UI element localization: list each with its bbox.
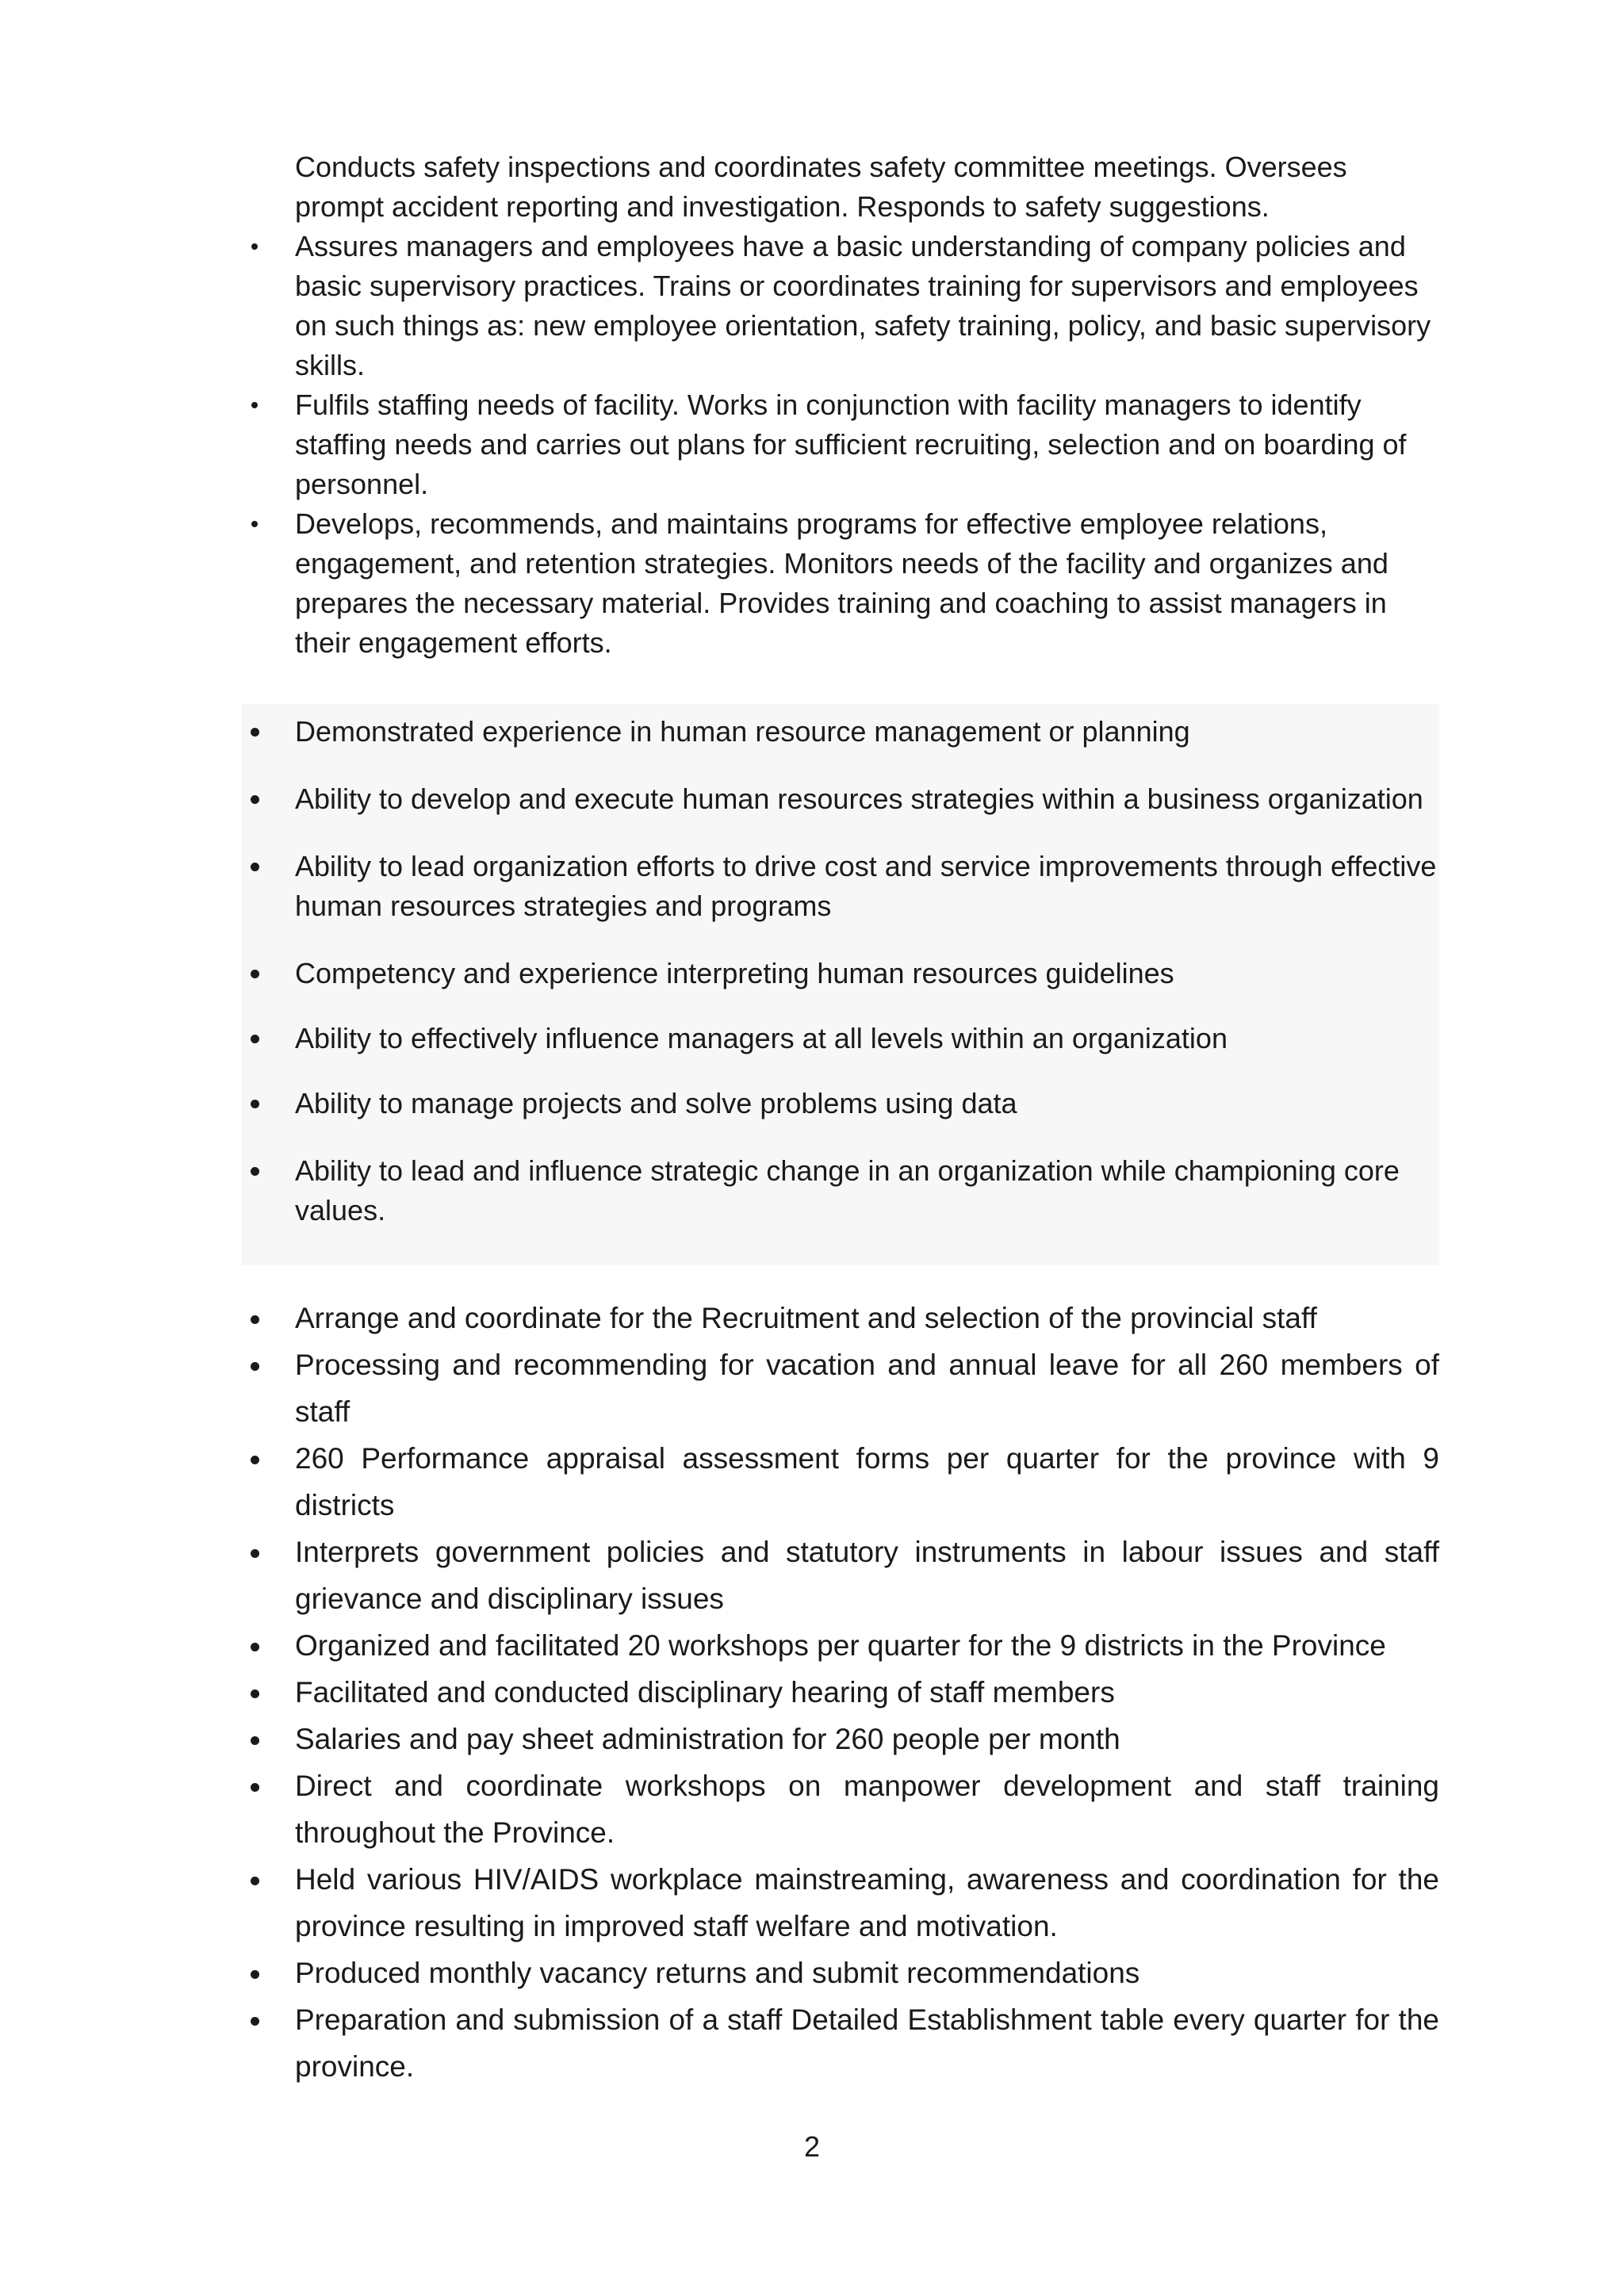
competencies-list [242,712,1439,1230]
bullet-icon [251,1100,259,1108]
list-item [242,1950,1439,1996]
list-item-text: Direct and coordinate workshops on manpower development and staff training throughout the Province. [295,1770,1439,1849]
bullet-icon [251,728,259,737]
list-item-text: Ability to develop and execute human resources strategies within a business organization [295,783,1423,815]
intro-section [242,147,1439,663]
list-item [242,954,1439,993]
list-item [242,1151,1439,1230]
list-item-text: Interprets government policies and statutory instruments in labour issues and staff grievance and disciplinary issues [295,1536,1439,1615]
bullet-icon [251,1167,259,1176]
list-item [242,712,1439,752]
list-item-text: Ability to lead and influence strategic change in an organization while championing core values. [295,1154,1400,1226]
bullet-icon [251,1362,259,1371]
bullet-icon [251,402,258,408]
bullet-icon [251,1689,259,1698]
list-item [242,847,1439,926]
list-item-text: Arrange and coordinate for the Recruitment and selection of the provincial staff [295,1302,1317,1334]
page-number: 2 [803,2130,821,2163]
list-item [242,1622,1439,1669]
list-item-text: Demonstrated experience in human resource management or planning [295,715,1190,748]
list-item [242,779,1439,819]
list-item-text: Fulfils staffing needs of facility. Works in conjunction with facility managers to identify staffing needs and carries out plans for sufficient recruiting, selection and on boarding of personnel. [295,388,1407,500]
list-item-text: Facilitated and conducted disciplinary hearing of staff members [295,1676,1115,1709]
list-item [242,1019,1439,1058]
list-item [242,1762,1439,1856]
list-item [242,227,1439,385]
bullet-icon [251,1035,259,1043]
list-item [242,1716,1439,1762]
list-item-text: Salaries and pay sheet administration for 260 people per month [295,1723,1120,1755]
bullet-icon [251,521,258,527]
list-item [242,1084,1439,1123]
list-item [242,1295,1439,1341]
list-item-text: Competency and experience interpreting human resources guidelines [295,957,1174,989]
bullet-icon [251,1315,259,1324]
list-item-text: Develops, recommends, and maintains programs for effective employee relations, engagement, and retention strategies. Monitors needs of the facility and organizes and prepares the necessary material. Provides training and coaching to assist managers in their engagement efforts. [295,507,1388,659]
intro-line: prompt accident reporting and investigation. Responds to safety suggestions. [295,190,1270,223]
bullet-icon [251,1970,259,1979]
bullet-icon [251,1456,259,1464]
list-item-text: Ability to manage projects and solve problems using data [295,1087,1017,1119]
list-item-text: Produced monthly vacancy returns and submit recommendations [295,1957,1140,1989]
list-item [242,1341,1439,1435]
bullet-icon [251,2017,259,2026]
bullet-icon [251,1643,259,1651]
intro-line: Conducts safety inspections and coordinates safety committee meetings. Oversees [295,151,1347,183]
bullet-icon [251,863,259,871]
bullet-icon [251,1736,259,1745]
list-item-text: Ability to effectively influence managers at all levels within an organization [295,1022,1228,1054]
bullet-icon [251,243,258,250]
list-item-text: 260 Performance appraisal assessment forms per quarter for the province with 9 districts [295,1442,1439,1521]
list-item-text: Organized and facilitated 20 workshops per quarter for the 9 districts in the Province [295,1629,1386,1662]
list-item-text: Held various HIV/AIDS workplace mainstreaming, awareness and coordination for the province resulting in improved staff welfare and motivation. [295,1863,1439,1942]
bullet-icon [251,1549,259,1558]
list-item [242,1435,1439,1529]
list-item-text: Ability to lead organization efforts to drive cost and service improvements through effective human resources strategies and programs [295,850,1437,922]
list-item [242,504,1439,663]
bullet-icon [251,1877,259,1885]
achievements-list [242,1295,1439,2090]
bullet-icon [251,795,259,804]
list-item-text: Preparation and submission of a staff Detailed Establishment table every quarter for the province. [295,2003,1439,2083]
bullet-icon [251,1783,259,1792]
list-item [242,385,1439,504]
responsibilities-list [242,227,1439,663]
list-item [242,1996,1439,2090]
list-item [242,1856,1439,1950]
achievements-section [242,1295,1439,2090]
list-item-text: Assures managers and employees have a basic understanding of company policies and basic supervisory practices. Trains or coordinates training for supervisors and employees on such things as: new employee orientation, safety training, policy, and basic supervisory skills. [295,230,1431,381]
list-item-text: Processing and recommending for vacation and annual leave for all 260 members of staff [295,1349,1439,1428]
list-item [242,1529,1439,1622]
list-item [242,1669,1439,1716]
competencies-section [242,704,1439,1265]
bullet-icon [251,970,259,978]
